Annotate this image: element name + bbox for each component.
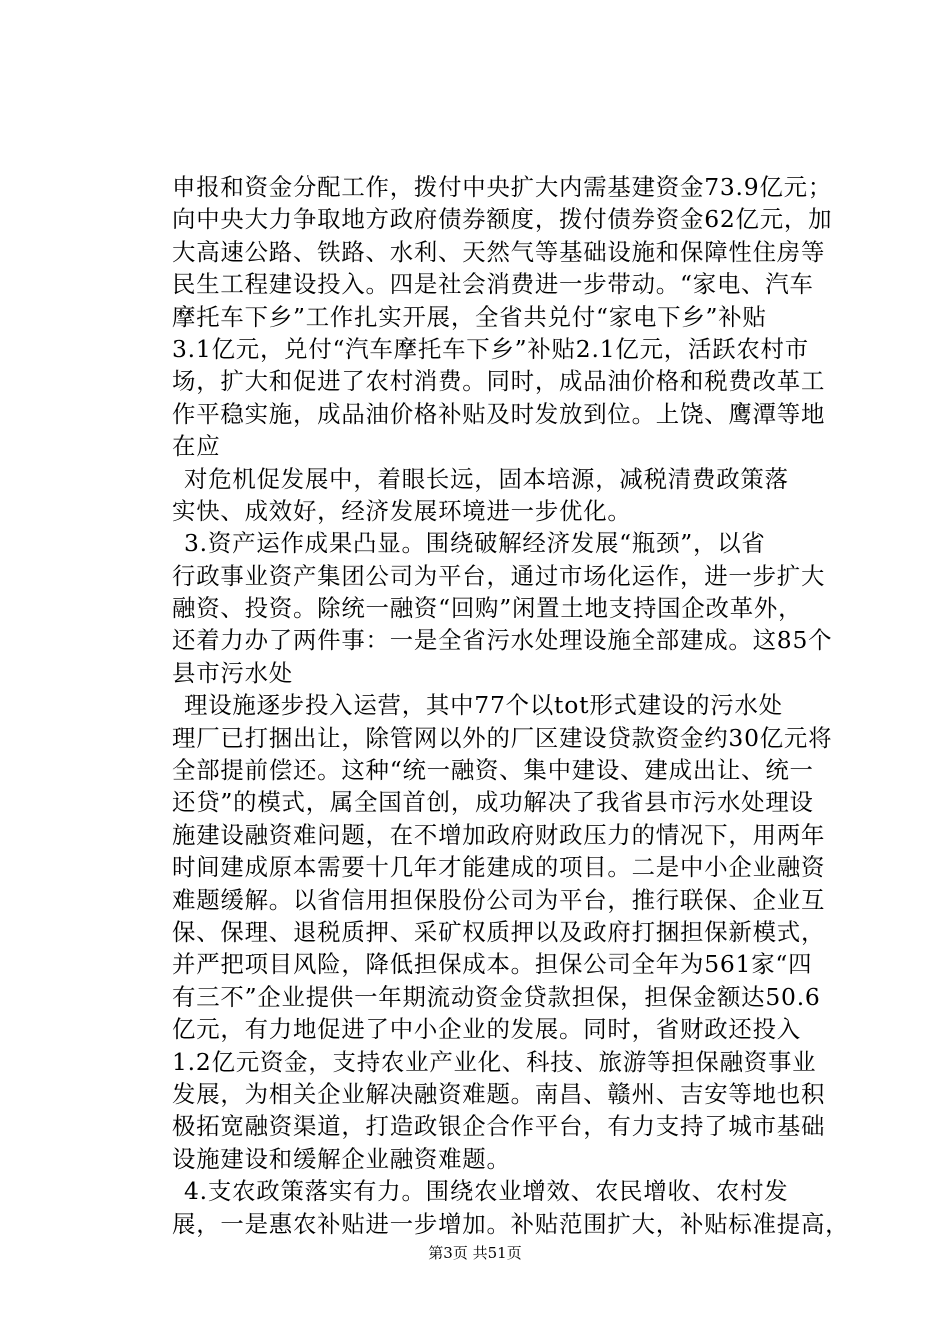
- text-line: 极拓宽融资渠道，打造政银企合作平台，有力支持了城市基础: [172, 1112, 826, 1141]
- text-line: 县市污水处: [172, 658, 293, 687]
- text-line: 在应: [172, 432, 221, 461]
- text-line: 有三不”企业提供一年期流动资金贷款担保，担保金额达50.6: [172, 982, 821, 1011]
- text-line: 设施建设和缓解企业融资难题。: [172, 1144, 511, 1173]
- text-line: 向中央大力争取地方政府债券额度，拨付债券资金62亿元，加: [172, 205, 833, 234]
- body-text: [172, 171, 850, 1240]
- text-line: 时间建成原本需要十几年才能建成的项目。二是中小企业融资: [172, 853, 826, 882]
- text-line: 场，扩大和促进了农村消费。同时，成品油价格和税费改革工: [172, 367, 826, 396]
- paragraph-start-line: 理设施逐步投入运营，其中77个以tot形式建设的污水处: [184, 691, 783, 720]
- text-line: 1.2亿元资金，支持农业产业化、科技、旅游等担保融资事业: [172, 1047, 817, 1076]
- text-line: 3.1亿元，兑付“汽车摩托车下乡”补贴2.1亿元，活跃农村市: [172, 334, 809, 363]
- text-line: 实快、成效好，经济发展环境进一步优化。: [172, 496, 632, 525]
- text-line: 理厂已打捆出让，除管网以外的厂区建设贷款资金约30亿元将: [172, 723, 833, 752]
- page-number-footer: 第3页 共51页: [428, 1244, 522, 1262]
- text-line: 还贷”的模式，属全国首创，成功解决了我省县市污水处理设: [172, 788, 814, 817]
- text-line: 民生工程建设投入。四是社会消费进一步带动。“家电、汽车: [172, 270, 814, 299]
- text-line: 亿元，有力地促进了中小企业的发展。同时，省财政还投入: [172, 1015, 801, 1044]
- paragraph-start-line: 3.资产运作成果凸显。围绕破解经济发展“瓶颈”，以省: [184, 529, 766, 558]
- text-line: 发展，为相关企业解决融资难题。南昌、赣州、吉安等地也积: [172, 1079, 826, 1108]
- text-line: 并严把项目风险，降低担保成本。担保公司全年为561家“四: [172, 950, 813, 979]
- text-line: 作平稳实施，成品油价格补贴及时发放到位。上饶、鹰潭等地: [172, 399, 826, 428]
- text-line: 施建设融资难问题，在不增加政府财政压力的情况下，用两年: [172, 820, 826, 849]
- text-line: 摩托车下乡”工作扎实开展，全省共兑付“家电下乡”补贴: [172, 302, 767, 331]
- text-line: 申报和资金分配工作，拨付中央扩大内需基建资金73.9亿元；: [172, 173, 833, 201]
- paragraph-start-line: 4.支农政策落实有力。围绕农业增效、农民增收、农村发: [184, 1177, 789, 1206]
- text-line: 保、保理、退税质押、采矿权质押以及政府打捆担保新模式，: [172, 917, 826, 946]
- paragraph-start-line: 对危机促发展中，着眼长远，固本培源，减税清费政策落: [184, 464, 789, 493]
- text-line: 展，一是惠农补贴进一步增加。补贴范围扩大，补贴标准提高，: [172, 1209, 850, 1238]
- text-line: 融资、投资。除统一融资“回购”闲置土地支持国企改革外，: [172, 594, 803, 623]
- text-line: 行政事业资产集团公司为平台，通过市场化运作，进一步扩大: [172, 561, 826, 590]
- text-line: 全部提前偿还。这种“统一融资、集中建设、建成出让、统一: [172, 756, 814, 785]
- text-line: 还着力办了两件事：一是全省污水处理设施全部建成。这85个: [172, 626, 833, 655]
- text-line: 难题缓解。以省信用担保股份公司为平台，推行联保、企业互: [172, 885, 826, 914]
- text-line: 大高速公路、铁路、水利、天然气等基础设施和保障性住房等: [172, 237, 826, 266]
